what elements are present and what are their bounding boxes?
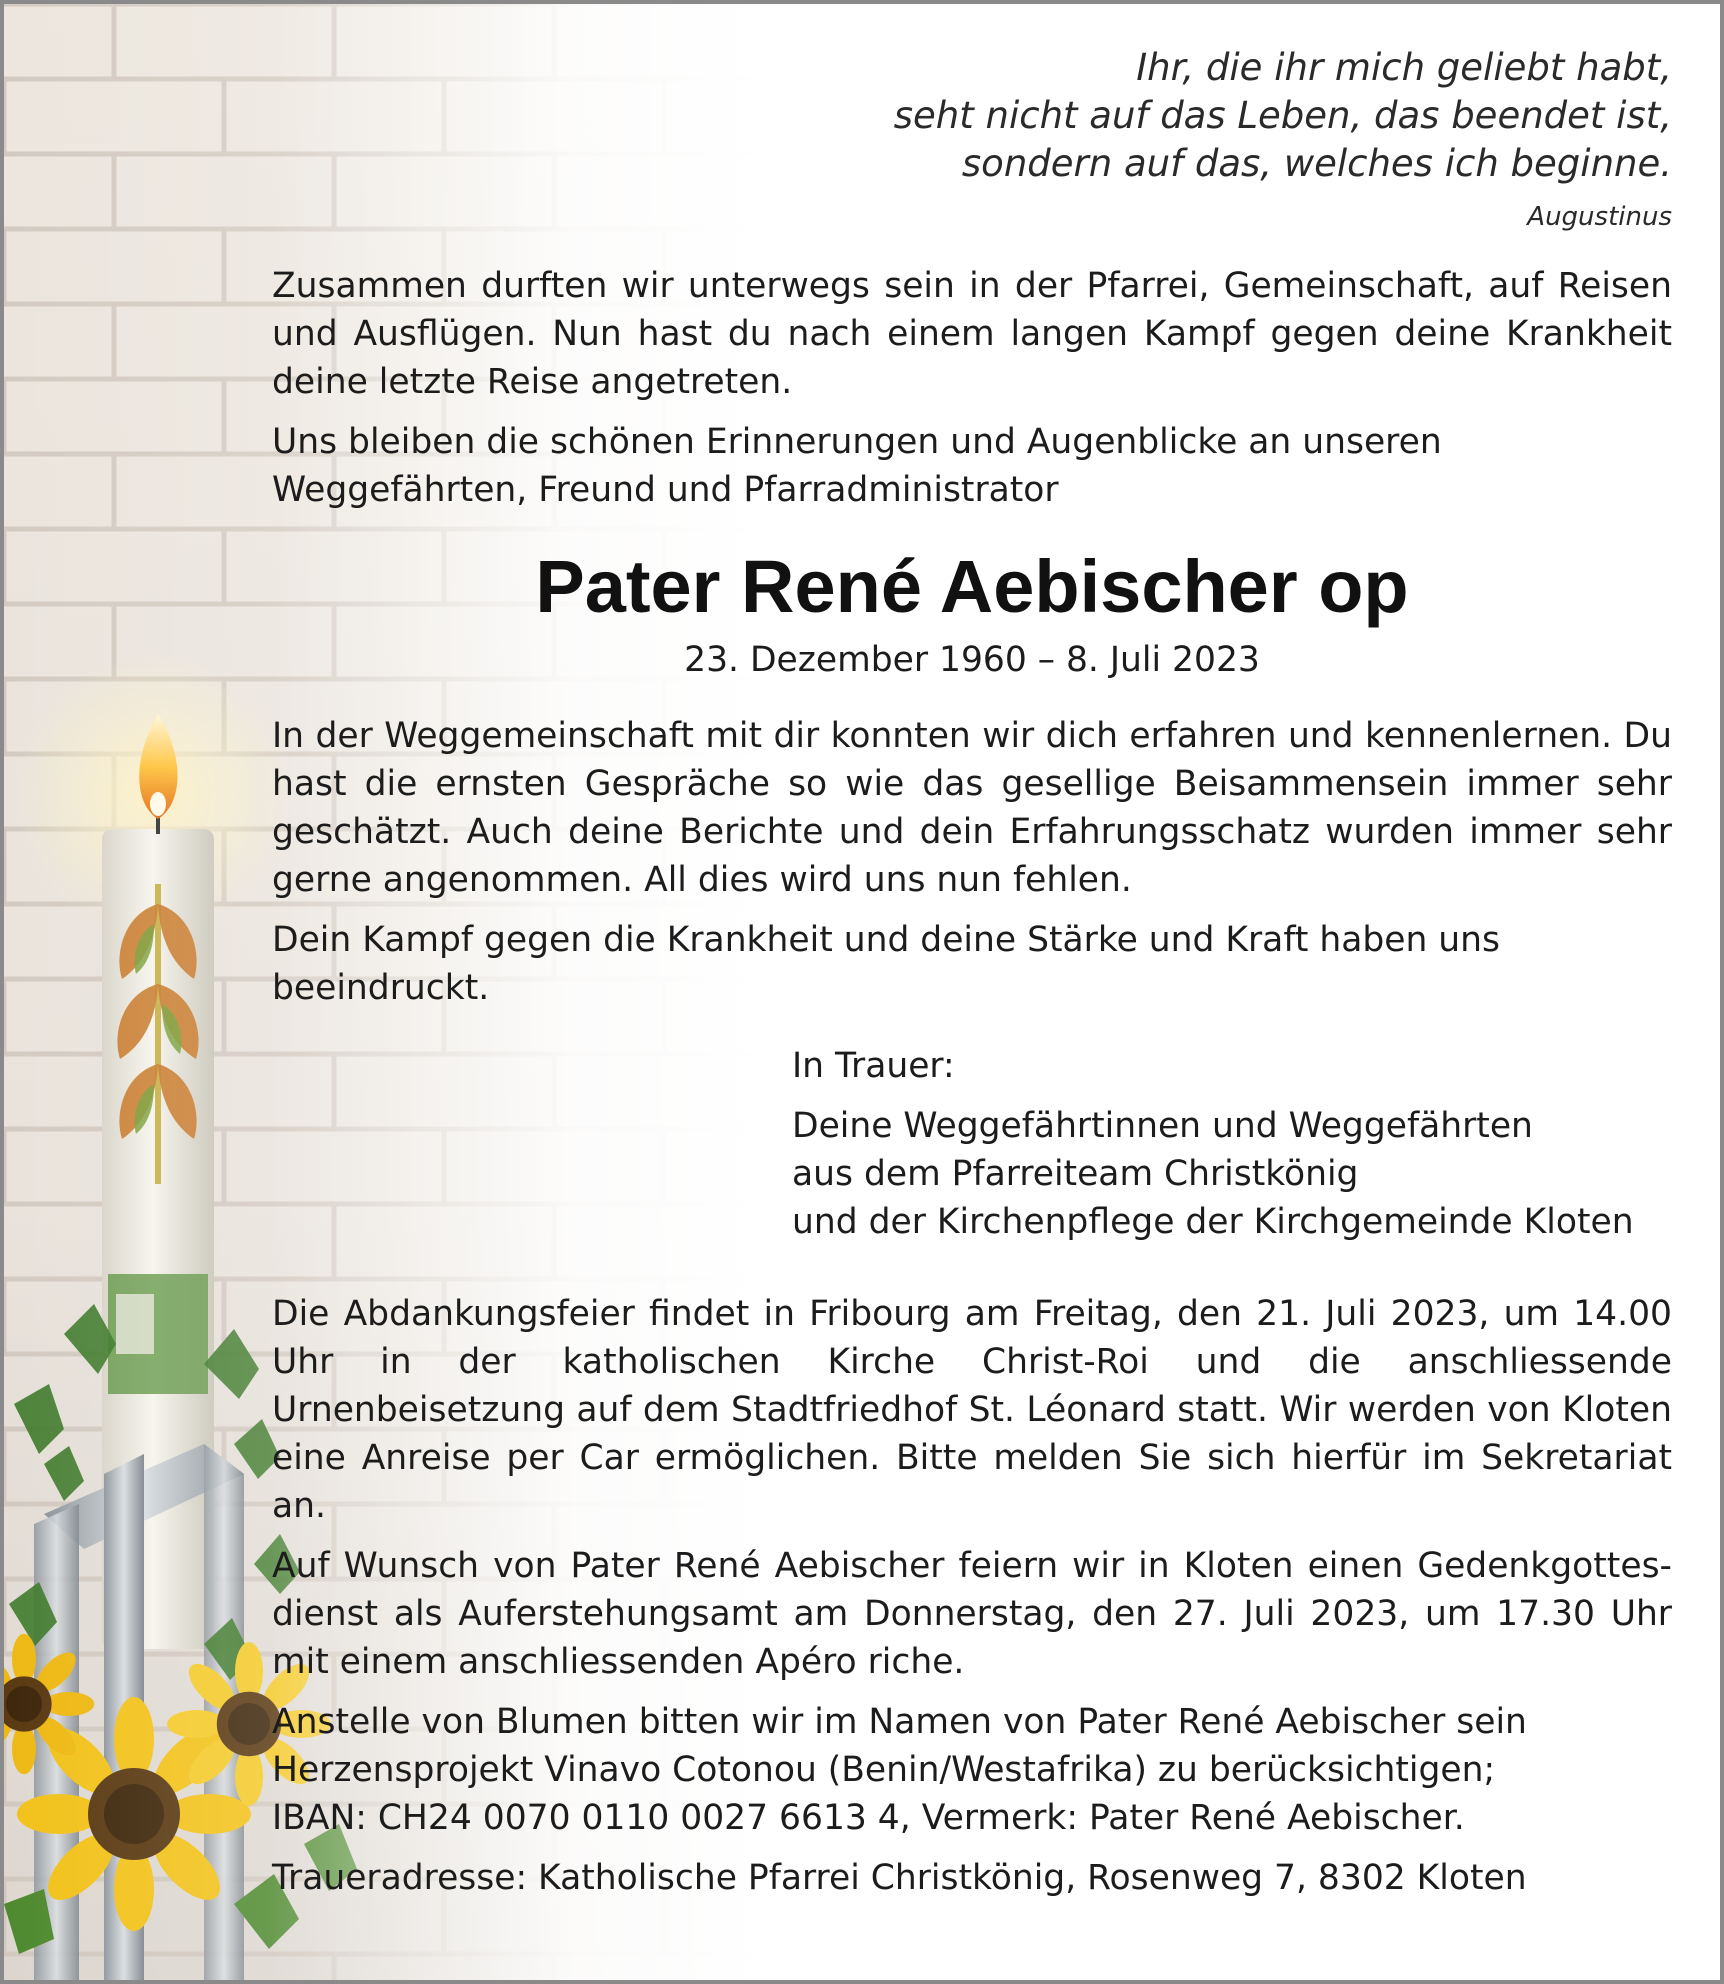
mourners-heading: In Trauer:: [792, 1046, 955, 1086]
quote-line: sondern auf das, welches ich beginne.: [961, 142, 1672, 185]
notice-text: [272, 44, 1672, 1902]
mourners-line: und der Kirchenpflege der Kirchgemeinde Kloten: [792, 1202, 1634, 1242]
tribute-paragraph: In der Weggemeinschaft mit dir konnten wir dich erfahren und kennenlernen. Du hast die ernsten Gespräche so wie das gesellige Beisammensein immer sehr geschätzt. Auch deine Berichte und dein Erfahrungsschatz wurden immer sehr gerne angenommen. All dies wird uns nun fehlen.: [272, 716, 1672, 900]
memorial-service-details: Auf Wunsch von Pater René Aebischer feiern wir in Kloten einen Gedenkgottes-dienst als Auferstehungsamt am Donnerstag, den 27. Juli 2023, um 17.30 Uhr mit einem anschliessenden Apéro riche.: [272, 1546, 1672, 1682]
quote-line: Ihr, die ihr mich geliebt habt,: [1136, 46, 1672, 89]
donation-line: IBAN: CH24 0070 0110 0027 6613 4, Vermerk: Pater René Aebischer.: [272, 1798, 1465, 1838]
deceased-name: Pater René Aebischer op: [535, 545, 1409, 628]
epigraph-quote: [272, 44, 1672, 188]
mourning-address: Traueradresse: Katholische Pfarrei Christkönig, Rosenweg 7, 8302 Kloten: [272, 1858, 1527, 1898]
intro-paragraph-2: Uns bleiben die schönen Erinnerungen und Augenblicke an unseren Weggefährten, Freund und Pfarradministrator: [272, 422, 1442, 510]
mourners-block: [792, 1042, 1672, 1246]
intro-paragraph: Zusammen durften wir unterwegs sein in der Pfarrei, Gemeinschaft, auf Reisen und Ausflügen. Nun hast du nach einem langen Kampf gegen deine Krankheit deine letzte Reise angetreten.: [272, 266, 1672, 402]
donation-line: Herzensprojekt Vinavo Cotonou (Benin/Westafrika) zu berücksichtigen;: [272, 1750, 1496, 1790]
donation-request: [272, 1698, 1672, 1842]
donation-line: Anstelle von Blumen bitten wir im Namen von Pater René Aebischer sein: [272, 1702, 1527, 1742]
mourners-line: aus dem Pfarreiteam Christkönig: [792, 1154, 1359, 1194]
mourners-line: Deine Weggefährtinnen und Weggefährten: [792, 1106, 1533, 1146]
life-dates: 23. Dezember 1960 – 8. Juli 2023: [684, 640, 1260, 680]
quote-line: seht nicht auf das Leben, das beendet ist,: [893, 94, 1672, 137]
tribute-paragraph-2: Dein Kampf gegen die Krankheit und deine Stärke und Kraft haben uns beeindruckt.: [272, 920, 1501, 1008]
quote-author: Augustinus: [1527, 202, 1672, 232]
funeral-details: Die Abdankungsfeier findet in Fribourg am Freitag, den 21. Juli 2023, um 14.00 Uhr in der katholischen Kirche Christ-Roi und die anschliessende Urnenbeisetzung auf dem Stadtfriedhof St. Léonard statt. Wir werden von Kloten eine Anreise per Car ermöglichen. Bitte melden Sie sich hierfür im Sekretariat an.: [272, 1294, 1672, 1526]
